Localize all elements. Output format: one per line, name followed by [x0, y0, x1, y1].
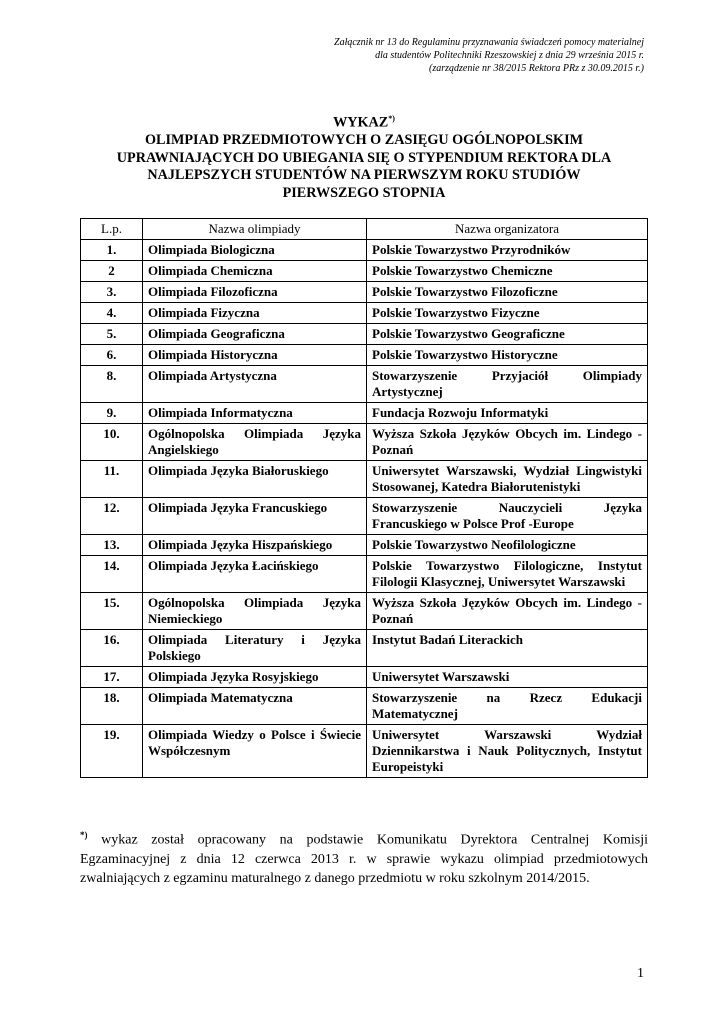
table-row — [81, 667, 648, 688]
organizer-name: Polskie Towarzystwo Chemiczne — [367, 261, 648, 282]
organizer-name: Stowarzyszenie na Rzecz Edukacji Matematycznej — [367, 688, 648, 725]
table-row — [81, 498, 648, 535]
organizer-name: Polskie Towarzystwo Neofilologiczne — [367, 535, 648, 556]
footnote — [80, 826, 648, 888]
row-number: 1. — [81, 240, 143, 261]
row-number: 19. — [81, 725, 143, 778]
table-row — [81, 261, 648, 282]
title-line-4: PIERWSZEGO STOPNIA — [282, 184, 446, 201]
organizer-name: Stowarzyszenie Przyjaciół Olimpiady Artystycznej — [367, 366, 648, 403]
organizer-name: Fundacja Rozwoju Informatyki — [367, 403, 648, 424]
olympiad-name: Olimpiada Artystyczna — [143, 366, 367, 403]
table-row — [81, 303, 648, 324]
footnote-text: wykaz został opracowany na podstawie Komunikatu Dyrektora Centralnej Komisji Egzaminacyjnej z dnia 12 czerwca 2013 r. w sprawie wykazu olimpiad przedmiotowych zwalniających z egzaminu maturalnego z danego przedmiotu w roku szkolnym 2014/2015. — [80, 832, 648, 886]
table-row — [81, 630, 648, 667]
row-number: 4. — [81, 303, 143, 324]
row-number: 14. — [81, 556, 143, 593]
row-number: 2 — [81, 261, 143, 282]
table-header-row — [81, 219, 648, 240]
table-row — [81, 403, 648, 424]
table-row — [81, 324, 648, 345]
document-title — [80, 110, 648, 202]
column-header-organizer: Nazwa organizatora — [367, 219, 648, 240]
table-row — [81, 556, 648, 593]
row-number: 3. — [81, 282, 143, 303]
organizer-name: Wyższa Szkoła Języków Obcych im. Lindego - Poznań — [367, 593, 648, 630]
organizer-name: Polskie Towarzystwo Filologiczne, Instytut Filologii Klasycznej, Uniwersytet Warszawski — [367, 556, 648, 593]
title-word: WYKAZ — [333, 114, 389, 131]
olympiad-name: Olimpiada Informatyczna — [143, 403, 367, 424]
footnote-marker: *) — [80, 830, 88, 840]
table-row — [81, 535, 648, 556]
row-number: 11. — [81, 461, 143, 498]
title-line-1: OLIMPIAD PRZEDMIOTOWYCH O ZASIĘGU OGÓLNOPOLSKIM — [144, 132, 584, 149]
row-number: 12. — [81, 498, 143, 535]
header-note-line-2: dla studentów Politechniki Rzeszowskiej z dnia 29 września 2015 r. — [375, 50, 644, 61]
table-row — [81, 366, 648, 403]
olympiad-name: Olimpiada Geograficzna — [143, 324, 367, 345]
table-row — [81, 593, 648, 630]
olympiad-name: Olimpiada Języka Rosyjskiego — [143, 667, 367, 688]
table-body — [81, 240, 648, 778]
row-number: 17. — [81, 667, 143, 688]
header-note-line-3: (zarządzenie nr 38/2015 Rektora PRz z 30.09.2015 r.) — [429, 63, 644, 74]
table-row — [81, 688, 648, 725]
olympiad-name: Olimpiada Historyczna — [143, 345, 367, 366]
row-number: 9. — [81, 403, 143, 424]
column-header-name: Nazwa olimpiady — [143, 219, 367, 240]
row-number: 8. — [81, 366, 143, 403]
row-number: 13. — [81, 535, 143, 556]
header-note-line-1: Załącznik nr 13 do Regulaminu przyznawania świadczeń pomocy materialnej — [334, 37, 644, 48]
olympiad-name: Olimpiada Języka Łacińskiego — [143, 556, 367, 593]
row-number: 15. — [81, 593, 143, 630]
title-line-3: NAJLEPSZYCH STUDENTÓW NA PIERWSZYM ROKU STUDIÓW — [147, 167, 581, 184]
organizer-name: Uniwersytet Warszawski, Wydział Lingwistyki Stosowanej, Katedra Białorutenistyki — [367, 461, 648, 498]
olympiad-name: Olimpiada Wiedzy o Polsce i Świecie Współczesnym — [143, 725, 367, 778]
row-number: 16. — [81, 630, 143, 667]
organizer-name: Polskie Towarzystwo Fizyczne — [367, 303, 648, 324]
olympiad-name: Ogólnopolska Olimpiada Języka Angielskiego — [143, 424, 367, 461]
title-heading — [80, 110, 648, 132]
table-row — [81, 282, 648, 303]
organizer-name: Polskie Towarzystwo Geograficzne — [367, 324, 648, 345]
olympiad-name: Olimpiada Języka Hiszpańskiego — [143, 535, 367, 556]
title-line-2: UPRAWNIAJĄCYCH DO UBIEGANIA SIĘ O STYPENDIUM REKTORA DLA — [116, 149, 612, 166]
table-row — [81, 424, 648, 461]
table-row — [81, 345, 648, 366]
olympiad-name: Olimpiada Matematyczna — [143, 688, 367, 725]
organizer-name: Polskie Towarzystwo Przyrodników — [367, 240, 648, 261]
table-row — [81, 725, 648, 778]
organizer-name: Uniwersytet Warszawski Wydział Dziennikarstwa i Nauk Politycznych, Instytut Europeistyki — [367, 725, 648, 778]
row-number: 18. — [81, 688, 143, 725]
olympiad-name: Olimpiada Chemiczna — [143, 261, 367, 282]
olympiad-name: Olimpiada Fizyczna — [143, 303, 367, 324]
organizer-name: Polskie Towarzystwo Historyczne — [367, 345, 648, 366]
title-footnote-marker: *) — [388, 114, 395, 123]
attachment-header-note — [334, 36, 644, 75]
olympiad-name: Olimpiada Filozoficzna — [143, 282, 367, 303]
organizer-name: Instytut Badań Literackich — [367, 630, 648, 667]
olympiad-name: Olimpiada Języka Białoruskiego — [143, 461, 367, 498]
organizer-name: Polskie Towarzystwo Filozoficzne — [367, 282, 648, 303]
column-header-lp: L.p. — [81, 219, 143, 240]
row-number: 10. — [81, 424, 143, 461]
organizer-name: Uniwersytet Warszawski — [367, 667, 648, 688]
organizer-name: Stowarzyszenie Nauczycieli Języka Francuskiego w Polsce Prof -Europe — [367, 498, 648, 535]
row-number: 5. — [81, 324, 143, 345]
olympiad-name: Olimpiada Języka Francuskiego — [143, 498, 367, 535]
olympiad-table — [80, 218, 648, 778]
table-row — [81, 240, 648, 261]
table-row — [81, 461, 648, 498]
page-number: 1 — [637, 966, 644, 981]
olympiad-name: Olimpiada Literatury i Języka Polskiego — [143, 630, 367, 667]
olympiad-name: Olimpiada Biologiczna — [143, 240, 367, 261]
row-number: 6. — [81, 345, 143, 366]
organizer-name: Wyższa Szkoła Języków Obcych im. Lindego - Poznań — [367, 424, 648, 461]
olympiad-name: Ogólnopolska Olimpiada Języka Niemieckiego — [143, 593, 367, 630]
